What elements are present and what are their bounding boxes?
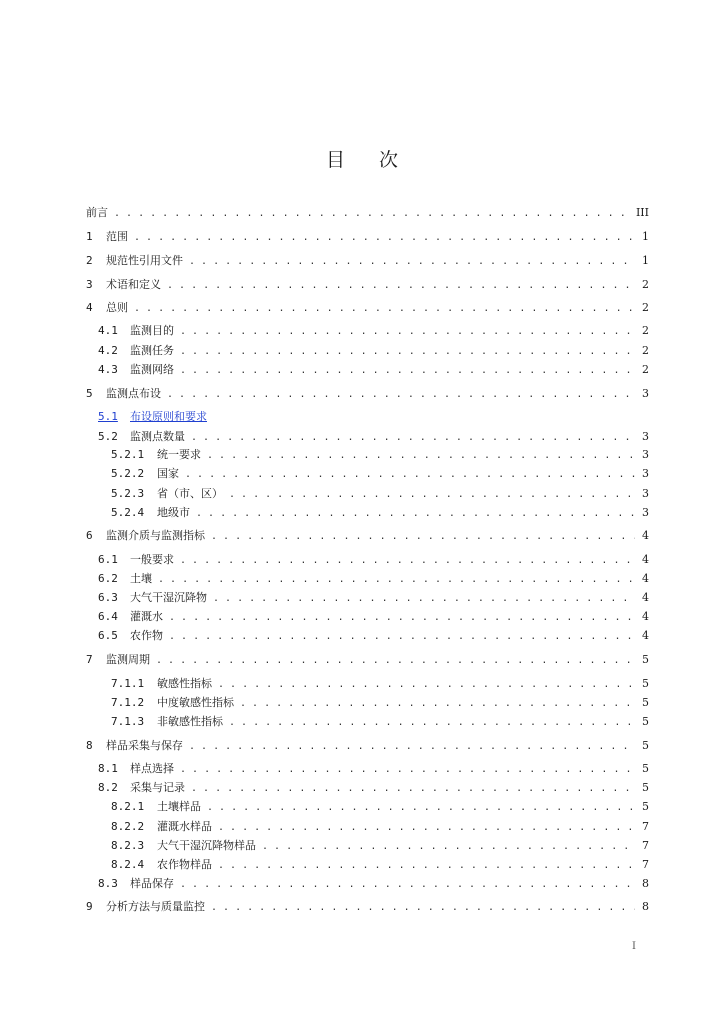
- toc-entry[interactable]: [86, 590, 649, 606]
- toc-entry-number: 8: [86, 739, 93, 752]
- toc-entry[interactable]: [86, 676, 649, 692]
- toc-leader-dots: [213, 591, 635, 607]
- toc-leader-dots: [156, 653, 635, 669]
- toc-entry-number: 4.3: [98, 363, 118, 376]
- toc-entry-number: 1: [86, 230, 93, 243]
- toc-entry[interactable]: [86, 486, 649, 502]
- toc-entry-number: 8.2.1: [111, 800, 145, 813]
- toc-entry[interactable]: [86, 277, 649, 293]
- toc-entry-title: 监测介质与监测指标: [106, 529, 205, 542]
- page-title: 目 次: [325, 149, 413, 171]
- toc-entry-number: 5.2.4: [111, 506, 145, 519]
- toc-entry-page: 8: [642, 900, 649, 913]
- toc-entry[interactable]: [86, 528, 649, 544]
- toc-entry-page: 4: [642, 591, 649, 604]
- toc-leader-dots: [167, 278, 635, 294]
- toc-leader-dots: [134, 230, 635, 246]
- toc-leader-dots: [180, 324, 635, 340]
- toc-entry-number: 5.2.1: [111, 448, 145, 461]
- toc-leader-dots: [229, 715, 635, 731]
- toc-entry-title: 样品保存: [130, 877, 174, 890]
- toc-leader-dots: [211, 529, 635, 545]
- toc-entry[interactable]: [86, 386, 649, 402]
- toc-entry-page: 7: [642, 858, 649, 871]
- toc-entry[interactable]: [86, 609, 649, 625]
- toc-entry-number: 5.2.2: [111, 467, 145, 480]
- toc-entry[interactable]: [86, 876, 649, 892]
- toc-entry-page: 4: [642, 529, 649, 542]
- toc-entry-page: 4: [642, 629, 649, 642]
- toc-leader-dots: [211, 900, 635, 916]
- toc-entry-page: 7: [642, 820, 649, 833]
- toc-leader-dots: [207, 800, 635, 816]
- toc-leader-dots: [169, 610, 635, 626]
- toc-entry-title: 监测周期: [106, 653, 150, 666]
- toc-leader-dots: [229, 487, 635, 503]
- toc-entry-title: 监测目的: [130, 324, 174, 337]
- toc-leader-dots: [262, 839, 635, 855]
- toc-entry-title: 规范性引用文件: [106, 254, 183, 267]
- toc-entry-number: 6: [86, 529, 93, 542]
- toc-entry[interactable]: [86, 761, 649, 777]
- toc-entry-title: 非敏感性指标: [157, 715, 223, 728]
- toc-entry[interactable]: [86, 857, 649, 873]
- toc-leader-dots: [218, 677, 635, 693]
- toc-entry-title: 省（市、区）: [157, 487, 223, 500]
- toc-entry-page: 3: [642, 448, 649, 461]
- toc-entry-title: 中度敏感性指标: [157, 696, 234, 709]
- toc-entry-page: 5: [642, 800, 649, 813]
- toc-entry-page: 7: [642, 839, 649, 852]
- toc-entry[interactable]: [86, 838, 649, 854]
- toc-entry[interactable]: [86, 323, 649, 339]
- toc-entry-number: 6.1: [98, 553, 118, 566]
- toc-entry-number: 6.2: [98, 572, 118, 585]
- toc-entry-page: 3: [642, 467, 649, 480]
- toc-entry-title: 土壤: [130, 572, 152, 585]
- toc-entry-page: 2: [642, 278, 649, 291]
- toc-entry-number: 5.2.3: [111, 487, 145, 500]
- toc-leader-dots: [167, 387, 635, 403]
- toc-entry[interactable]: [86, 819, 649, 835]
- toc-entry-title: 样品采集与保存: [106, 739, 183, 752]
- toc-entry-title: 监测任务: [130, 344, 174, 357]
- toc-entry[interactable]: [86, 229, 649, 245]
- toc-leader-dots: [189, 254, 635, 270]
- toc-entry[interactable]: [86, 714, 649, 730]
- toc-entry[interactable]: [86, 738, 649, 754]
- toc-entry-title: 前言: [86, 206, 108, 219]
- toc-leader-dots: [218, 858, 635, 874]
- toc-leader-dots: [218, 820, 635, 836]
- toc-entry-number: 4.1: [98, 324, 118, 337]
- toc-entry-title: 监测点数量: [130, 430, 185, 443]
- toc-leader-dots: [180, 344, 635, 360]
- toc-entry[interactable]: [86, 300, 649, 316]
- toc-entry[interactable]: [86, 205, 649, 221]
- toc-entry-number: 7: [86, 653, 93, 666]
- toc-leader-dots: [169, 629, 635, 645]
- toc-entry[interactable]: [86, 409, 649, 425]
- toc-entry-title: 分析方法与质量监控: [106, 900, 205, 913]
- toc-entry-page: 2: [642, 344, 649, 357]
- toc-entry-title: 土壤样品: [157, 800, 201, 813]
- toc-entry-page: 3: [642, 387, 649, 400]
- toc-entry[interactable]: [86, 780, 649, 796]
- toc-entry-page: 1: [642, 254, 649, 267]
- toc-leader-dots: [180, 877, 635, 893]
- toc-leader-dots: [158, 572, 635, 588]
- toc-entry-page: 5: [642, 762, 649, 775]
- toc-entry-page: III: [635, 206, 649, 219]
- toc-entry-number: 8.3: [98, 877, 118, 890]
- toc-entry-number: 6.5: [98, 629, 118, 642]
- toc-entry-number: 8.2: [98, 781, 118, 794]
- toc-entry-number: 3: [86, 278, 93, 291]
- toc-entry-number: 5.1: [98, 410, 118, 423]
- toc-entry-number: 8.2.4: [111, 858, 145, 871]
- toc-entry-page: 5: [642, 781, 649, 794]
- toc-entry-page: 5: [642, 677, 649, 690]
- toc-leader-dots: [196, 506, 635, 522]
- toc-entry-number: 2: [86, 254, 93, 267]
- toc-leader-dots: [185, 467, 635, 483]
- toc-entry-title: 大气干湿沉降物样品: [157, 839, 256, 852]
- toc-entry-page: 3: [642, 487, 649, 500]
- toc-entry-page: 4: [642, 572, 649, 585]
- toc-entry-title: 农作物样品: [157, 858, 212, 871]
- toc-entry-number: 4: [86, 301, 93, 314]
- toc-entry-page: 2: [642, 324, 649, 337]
- toc-leader-dots: [180, 553, 635, 569]
- toc-entry-number: 5.2: [98, 430, 118, 443]
- toc-entry-number: 9: [86, 900, 93, 913]
- toc-entry-title: 布设原则和要求: [130, 410, 207, 423]
- toc-entry-title: 监测点布设: [106, 387, 161, 400]
- toc-entry-title: 农作物: [130, 629, 163, 642]
- toc-entry-number: 7.1.2: [111, 696, 145, 709]
- toc-entry-title: 国家: [157, 467, 179, 480]
- toc-leader-dots: [189, 739, 635, 755]
- toc-entry-number: 8.1: [98, 762, 118, 775]
- toc-entry-page: 1: [642, 230, 649, 243]
- toc-entry-title: 统一要求: [157, 448, 201, 461]
- toc-entry-title: 样点选择: [130, 762, 174, 775]
- toc-entry-number: 8.2.3: [111, 839, 145, 852]
- toc-entry-title: 灌溉水样品: [157, 820, 212, 833]
- toc-leader-dots: [180, 762, 635, 778]
- toc-entry-page: 3: [642, 430, 649, 443]
- toc-entry-page: 8: [642, 877, 649, 890]
- toc-entry-title: 一般要求: [130, 553, 174, 566]
- toc-entry[interactable]: [86, 571, 649, 587]
- toc-entry-page: 2: [642, 363, 649, 376]
- toc-entry[interactable]: [86, 362, 649, 378]
- toc-entry-page: 3: [642, 506, 649, 519]
- toc-entry-title: 地级市: [157, 506, 190, 519]
- toc-entry-title: 监测网络: [130, 363, 174, 376]
- toc-entry-page: 4: [642, 610, 649, 623]
- toc-entry-number: 4.2: [98, 344, 118, 357]
- toc-entry-title: 敏感性指标: [157, 677, 212, 690]
- toc-entry-page: 2: [642, 301, 649, 314]
- toc-entry-number: 5: [86, 387, 93, 400]
- toc-entry-number: 6.4: [98, 610, 118, 623]
- toc-entry[interactable]: [86, 799, 649, 815]
- toc-leader-dots: [191, 430, 635, 446]
- toc-entry-page: 4: [642, 553, 649, 566]
- toc-entry[interactable]: [86, 628, 649, 644]
- toc-entry-page: 5: [642, 739, 649, 752]
- toc-leader-dots: [240, 696, 635, 712]
- toc-entry-title: 范围: [106, 230, 128, 243]
- toc-entry-title: 术语和定义: [106, 278, 161, 291]
- toc-entry-page: 5: [642, 715, 649, 728]
- toc-entry-title: 采集与记录: [130, 781, 185, 794]
- toc-entry-title: 总则: [106, 301, 128, 314]
- toc-entry[interactable]: [86, 343, 649, 359]
- toc-entry[interactable]: [86, 429, 649, 445]
- toc-entry-title: 灌溉水: [130, 610, 163, 623]
- toc-entry-number: 8.2.2: [111, 820, 145, 833]
- toc-leader-dots: [191, 781, 635, 797]
- toc-leader-dots: [207, 448, 635, 464]
- toc-entry-number: 6.3: [98, 591, 118, 604]
- toc-leader-dots: [114, 206, 630, 222]
- toc-entry-page: 5: [642, 696, 649, 709]
- toc-leader-dots: [134, 301, 635, 317]
- toc-entry[interactable]: [86, 695, 649, 711]
- toc-entry-title: 大气干湿沉降物: [130, 591, 207, 604]
- toc-entry-page: 5: [642, 653, 649, 666]
- toc-entry[interactable]: [86, 253, 649, 269]
- toc-entry[interactable]: [86, 447, 649, 463]
- toc-entry[interactable]: [86, 505, 649, 521]
- toc-entry[interactable]: [86, 466, 649, 482]
- toc-entry[interactable]: [86, 899, 649, 915]
- toc-leader-dots: [180, 363, 635, 379]
- toc-entry[interactable]: [86, 552, 649, 568]
- toc-entry-number: 7.1.3: [111, 715, 145, 728]
- page-number: I: [632, 941, 636, 952]
- toc-entry-number: 7.1.1: [111, 677, 145, 690]
- toc-entry[interactable]: [86, 652, 649, 668]
